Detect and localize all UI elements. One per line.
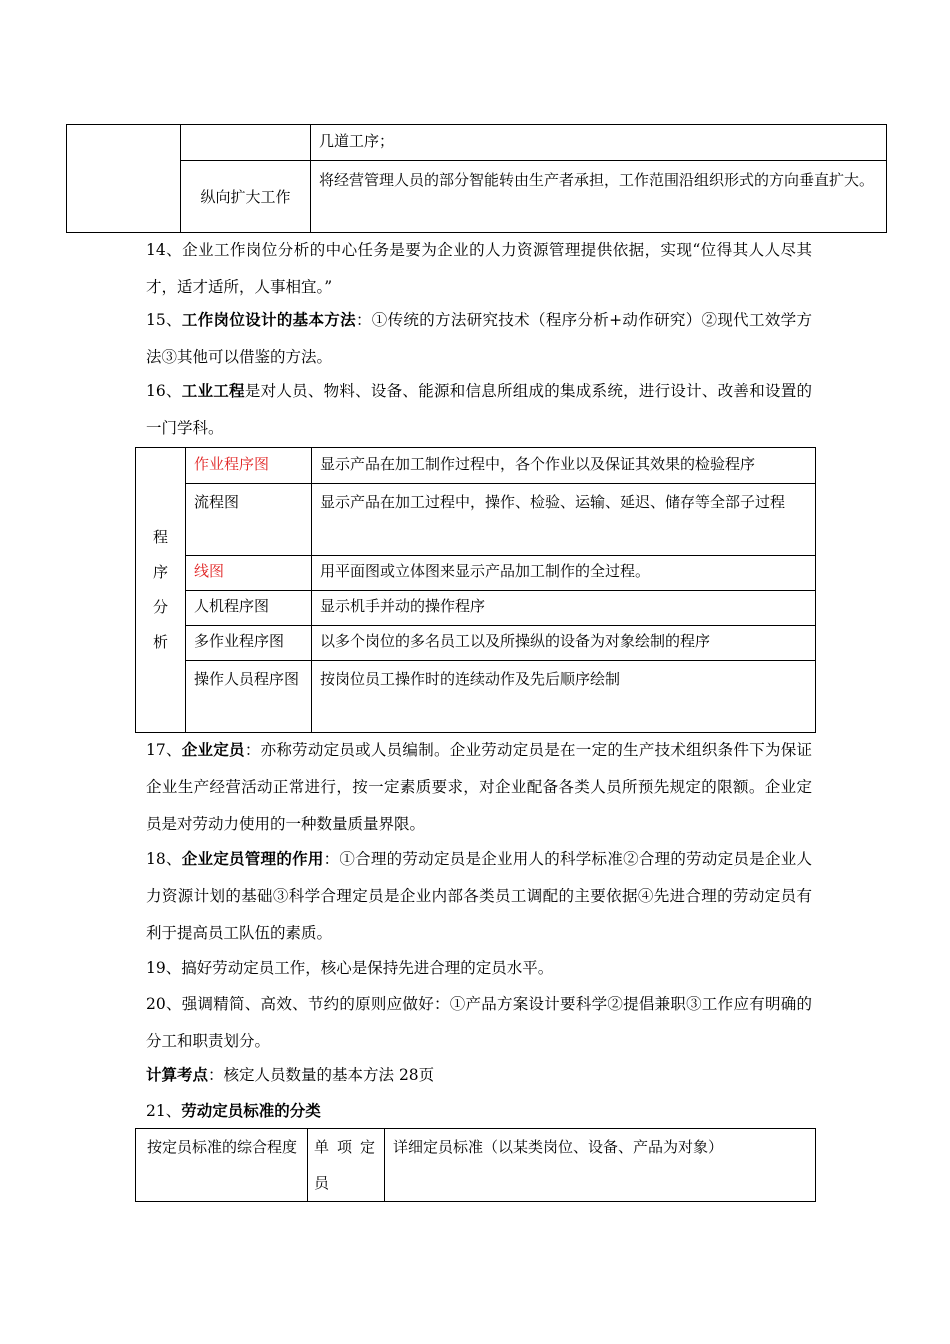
- program-analysis-table: [135, 447, 816, 733]
- table1-empty-cell: [67, 125, 181, 233]
- paragraph-14: 14、企业工作岗位分析的中心任务是要为企业的人力资源管理提供依据，实现“位得其人人尽其才，适才适所，人事相宜。”: [146, 241, 812, 296]
- p18-num: 18、: [146, 850, 182, 868]
- p17-term: 企业定员: [181, 740, 245, 759]
- calc-point: [146, 1056, 812, 1094]
- p18-text: ：①合理的劳动定员是企业用人的科学标准②合理的劳动定员是企业人力资源计划的基础③科学合理定员是企业内部各类员工调配的主要依据④先进合理的劳动定员有利于提高员工队伍的素质。: [146, 850, 812, 942]
- paragraph-17: [146, 731, 812, 843]
- p16-num: 16、: [146, 382, 182, 400]
- group-char: 分: [152, 598, 168, 616]
- chart-type-desc: 显示产品在加工过程中，操作、检验、运输、延迟、储存等全部子过程: [312, 484, 816, 556]
- chart-type-name: 线图: [186, 556, 312, 591]
- group-char: 序: [152, 563, 168, 581]
- p16-text: 是对人员、物料、设备、能源和信息所组成的集成系统，进行设计、改善和设置的一门学科。: [146, 382, 812, 437]
- calc-term: 计算考点: [146, 1065, 209, 1084]
- group-char: 程: [152, 528, 168, 546]
- p17-num: 17、: [146, 741, 182, 759]
- chart-type-desc: 显示机手并动的操作程序: [312, 591, 816, 626]
- p21-num: 21、: [146, 1102, 182, 1120]
- program-analysis-group-cell: [136, 448, 186, 733]
- chart-type-desc: 用平面图或立体图来显示产品加工制作的全过程。: [312, 556, 816, 591]
- staffing-standard-table: [135, 1128, 816, 1202]
- p15-text: ：①传统的方法研究技术（程序分析+动作研究）②现代工效学方法③其他可以借鉴的方法。: [146, 311, 812, 366]
- chart-type-name: 操作人员程序图: [186, 661, 312, 733]
- table1-row1-text: 几道工序；: [311, 125, 887, 161]
- paragraph-16: [146, 372, 812, 447]
- paragraph-19: 19、搞好劳动定员工作，核心是保持先进合理的定员水平。: [146, 959, 554, 977]
- single-staffing-text: 单项定员: [314, 1138, 378, 1192]
- chart-type-name: 多作业程序图: [186, 626, 312, 661]
- p21-term: 劳动定员标准的分类: [181, 1101, 321, 1120]
- p15-num: 15、: [146, 311, 182, 329]
- calc-text: ：核定人员数量的基本方法 28页: [208, 1066, 435, 1084]
- p18-term: 企业定员管理的作用: [181, 849, 324, 868]
- single-staffing-cell: [308, 1129, 385, 1202]
- table1-empty-cell: [181, 125, 311, 161]
- classification-header: [136, 1129, 308, 1202]
- table1-row2-label: 纵向扩大工作: [181, 161, 311, 233]
- work-expansion-table: [66, 124, 887, 233]
- paragraph-18: [146, 840, 812, 952]
- p16-term: 工业工程: [181, 381, 245, 400]
- table1-row2-text: 将经营管理人员的部分智能转由生产者承担，工作范围沿组织形式的方向垂直扩大。: [311, 161, 887, 233]
- paragraph-21: [146, 1092, 812, 1130]
- chart-type-desc: 显示产品在加工制作过程中，各个作业以及保证其效果的检验程序: [312, 448, 816, 484]
- p15-term: 工作岗位设计的基本方法: [181, 310, 356, 329]
- detailed-standard-cell: 详细定员标准（以某类岗位、设备、产品为对象）: [385, 1129, 816, 1202]
- chart-type-name: 人机程序图: [186, 591, 312, 626]
- paragraph-15: [146, 301, 812, 376]
- p17-text: ：亦称劳动定员或人员编制。企业劳动定员是在一定的生产技术组织条件下为保证企业生产经营活动正常进行，按一定素质要求，对企业配备各类人员所预先规定的限额。企业定员是对劳动力使用的一种数量质量界限。: [146, 741, 812, 833]
- chart-type-name: 流程图: [186, 484, 312, 556]
- chart-type-desc: 按岗位员工操作时的连续动作及先后顺序绘制: [312, 661, 816, 733]
- classification-text: 按定员标准的综合程度: [146, 1138, 297, 1156]
- paragraph-20: 20、强调精简、高效、节约的原则应做好：①产品方案设计要科学②提倡兼职③工作应有明确的分工和职责划分。: [146, 995, 812, 1050]
- chart-type-desc: 以多个岗位的多名员工以及所操纵的设备为对象绘制的程序: [312, 626, 816, 661]
- group-char: 析: [152, 633, 168, 651]
- chart-type-name: 作业程序图: [186, 448, 312, 484]
